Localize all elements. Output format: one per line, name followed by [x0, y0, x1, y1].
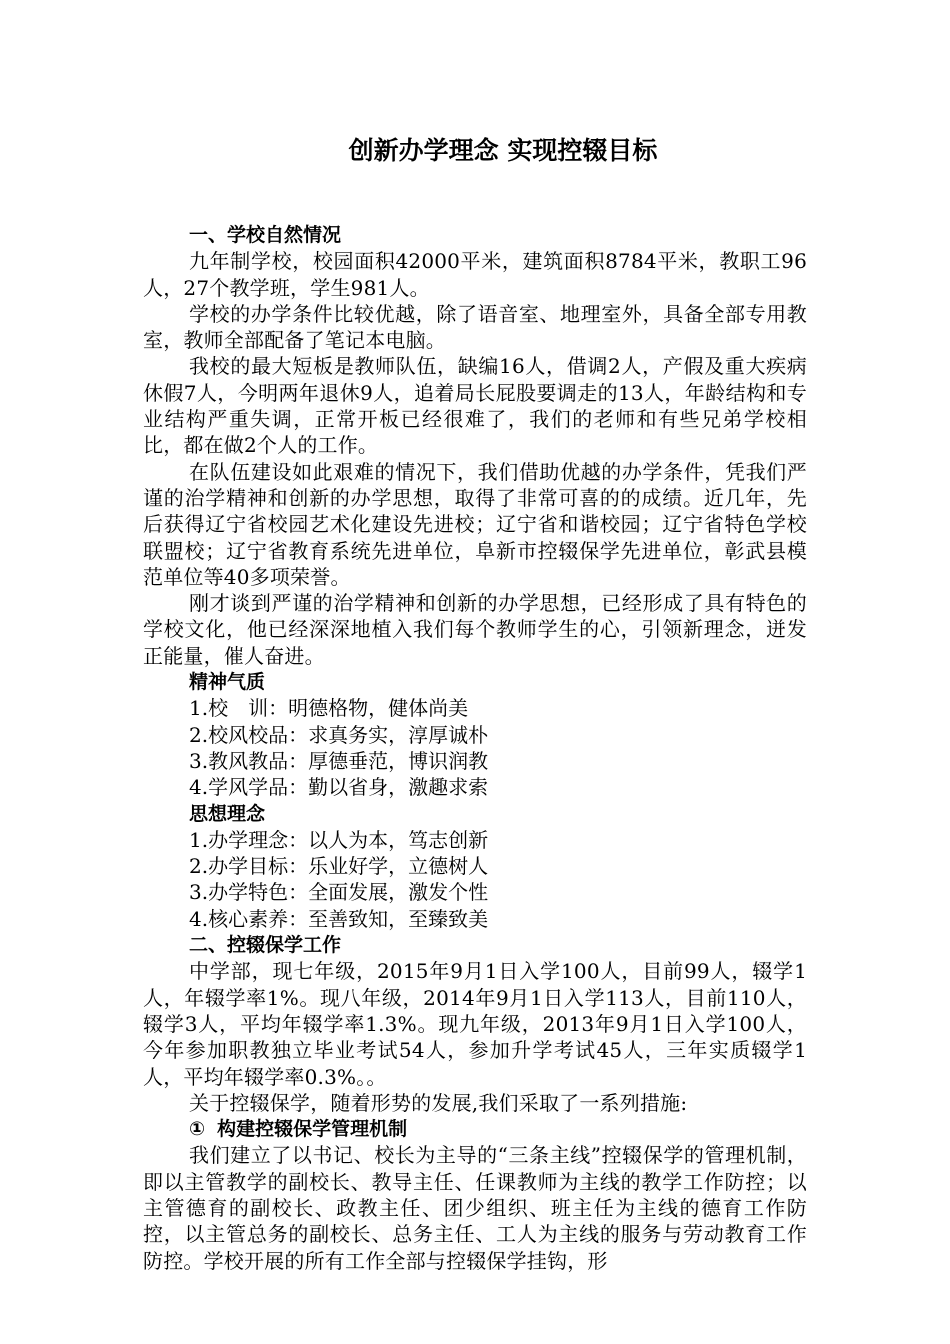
list-item: 1.办学理念：以人为本，笃志创新: [189, 827, 489, 852]
paragraph: 九年制学校，校园面积42000平米，建筑面积8784平米，教职工96人，27个教学班，学生981人。: [143, 249, 807, 300]
list-item: 3.办学特色：全面发展，激发个性: [189, 880, 489, 905]
list-item: 4.核心素养：至善致知，至臻致美: [189, 906, 489, 931]
paragraph: 关于控辍保学，随着形势的发展,我们采取了一系列措施:: [189, 1090, 688, 1115]
subheading-spirit: 精神气质: [189, 671, 266, 694]
subheading-ideas: 思想理念: [189, 802, 266, 825]
document-title: 创新办学理念 实现控辍目标: [348, 136, 658, 165]
list-item: 2.办学目标：乐业好学，立德树人: [189, 854, 489, 879]
paragraph: 中学部，现七年级，2015年9月1日入学100人，目前99人，辍学1人，年辍学率1%。现八年级，2014年9月1日入学113人，目前110人，辍学3人，平均年辍学率1.3%。现九年级，2013年9月1日入学100人，今年参加职教独立毕业考试54人，参加升学考试45人，三年实质辍学1人，平均年辍学率0.3%。。: [143, 959, 807, 1089]
paragraph: 在队伍建设如此艰难的情况下，我们借助优越的办学条件，凭我们严谨的治学精神和创新的办学思想，取得了非常可喜的的成绩。近几年，先后获得辽宁省校园艺术化建设先进校；辽宁省和谐校园；辽宁省特色学校联盟校；辽宁省教育系统先进单位，阜新市控辍保学先进单位，彰武县模范单位等40多项荣誉。: [143, 459, 807, 589]
paragraph: 我校的最大短板是教师队伍，缺编16人，借调2人，产假及重大疾病休假7人，今明两年退休9人，追着局长屁股要调走的13人，年龄结构和专业结构严重失调，正常开板已经很难了，我们的老师和有些兄弟学校相比，都在做2个人的工作。: [143, 354, 807, 458]
paragraph: 刚才谈到严谨的治学精神和创新的办学思想，已经形成了具有特色的学校文化，他已经深深地植入我们每个教师学生的心，引领新理念，迸发正能量，催人奋进。: [143, 591, 807, 668]
paragraph: 学校的办学条件比较优越，除了语音室、地理室外，具备全部专用教室，教师全部配备了笔记本电脑。: [143, 301, 807, 353]
list-item: 2.校风校品：求真务实，淳厚诚朴: [189, 722, 489, 747]
measure-title: 构建控辍保学管理机制: [217, 1118, 408, 1141]
section-heading-school-info: 一、学校自然情况: [189, 224, 342, 246]
measure-number: ①: [189, 1118, 206, 1141]
document-body: [143, 222, 807, 1274]
list-item: 3.教风教品：厚德垂范，博识润教: [189, 748, 489, 773]
list-item: 1.校 训：明德格物，健体尚美: [189, 696, 469, 721]
paragraph: 我们建立了以书记、校长为主导的“三条主线”控辍保学的管理机制，即以主管教学的副校长、教导主任、任课教师为主线的教学工作防控；以主管德育的副校长、政教主任、团少组织、班主任为主线的德育工作防控，以主管总务的副校长、总务主任、工人为主线的服务与劳动教育工作防控。学校开展的所有工作全部与控辍保学挂钩，形: [143, 1143, 807, 1273]
measure-heading: [143, 1116, 807, 1142]
section-heading-dropout-control: 二、控辍保学工作: [189, 934, 342, 957]
list-item: 4.学风学品：勤以省身，激趣求索: [189, 775, 489, 800]
